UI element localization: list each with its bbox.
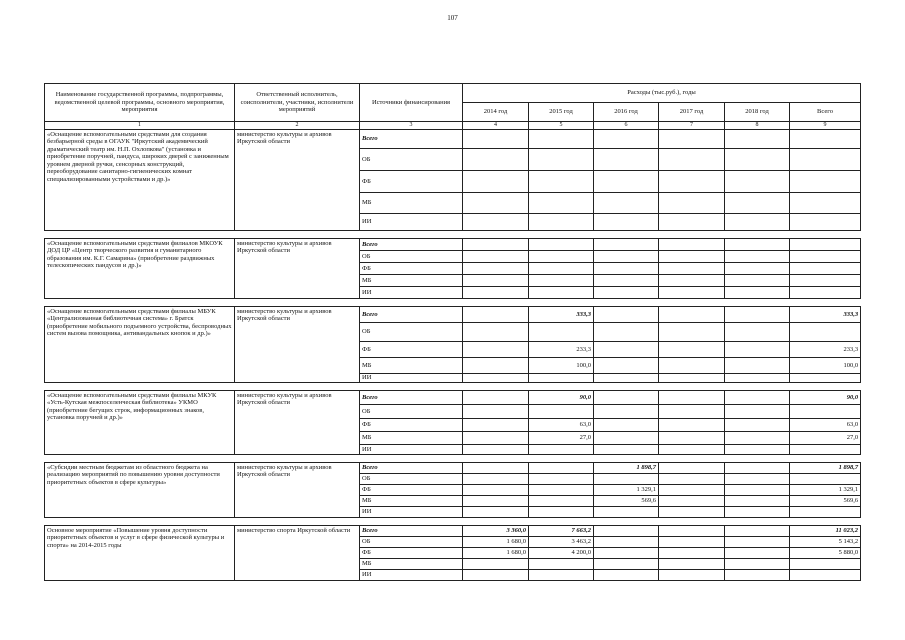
amount-cell <box>594 193 659 214</box>
amount-cell <box>529 214 594 231</box>
amount-cell <box>725 251 790 263</box>
amount-cell <box>659 405 725 419</box>
amount-cell <box>659 432 725 445</box>
amount-cell: 27,0 <box>529 432 594 445</box>
amount-cell <box>463 358 529 374</box>
amount-cell <box>725 548 790 559</box>
amount-cell <box>594 214 659 231</box>
amount-cell <box>594 323 659 342</box>
amount-cell <box>463 263 529 275</box>
amount-cell <box>529 287 594 299</box>
header-column-number: 9 <box>790 122 861 130</box>
amount-cell <box>529 323 594 342</box>
amount-cell <box>594 342 659 358</box>
measure-name: «Субсидии местным бюджетам из областного бюджета на реализацию мероприятий по повышению уровня доступности приоритетных объектов в сфере культуры» <box>45 463 235 518</box>
amount-cell <box>529 374 594 383</box>
executor: министерство культуры и архивов Иркутской области <box>235 239 360 299</box>
amount-cell <box>725 239 790 251</box>
amount-cell <box>594 171 659 193</box>
amount-cell: 333,3 <box>790 307 861 323</box>
funding-source: Всего <box>360 526 463 537</box>
amount-cell <box>790 507 861 518</box>
header-source: Источники финансирования <box>360 84 463 122</box>
header-name: Наименование государственной программы, подпрограммы, ведомственной целевой программы, основного мероприятия, мероприятия <box>45 84 235 122</box>
amount-cell: 1 898,7 <box>790 463 861 474</box>
amount-cell <box>659 307 725 323</box>
amount-cell <box>659 342 725 358</box>
amount-cell <box>529 130 594 149</box>
amount-cell <box>725 342 790 358</box>
amount-cell <box>463 239 529 251</box>
amount-cell <box>594 374 659 383</box>
amount-cell <box>725 275 790 287</box>
amount-cell <box>659 214 725 231</box>
amount-cell <box>790 251 861 263</box>
amount-cell <box>594 130 659 149</box>
amount-cell <box>529 570 594 581</box>
funding-source: ИИ <box>360 374 463 383</box>
amount-cell <box>659 149 725 171</box>
amount-cell <box>659 445 725 455</box>
amount-cell <box>725 214 790 231</box>
amount-cell <box>594 445 659 455</box>
amount-cell <box>594 405 659 419</box>
table-row <box>45 463 861 474</box>
amount-cell <box>790 263 861 275</box>
amount-cell <box>594 358 659 374</box>
header-year: 2016 год <box>594 103 659 122</box>
funding-source: Всего <box>360 130 463 149</box>
amount-cell: 1 329,1 <box>594 485 659 496</box>
amount-cell <box>594 474 659 485</box>
funding-source: ФБ <box>360 548 463 559</box>
amount-cell <box>790 171 861 193</box>
funding-source: ИИ <box>360 214 463 231</box>
amount-cell <box>529 507 594 518</box>
amount-cell <box>529 474 594 485</box>
amount-cell <box>463 485 529 496</box>
amount-cell <box>725 485 790 496</box>
amount-cell <box>725 463 790 474</box>
amount-cell <box>594 432 659 445</box>
expenses-table <box>44 83 861 581</box>
amount-cell <box>594 251 659 263</box>
amount-cell <box>594 419 659 432</box>
amount-cell <box>790 323 861 342</box>
amount-cell <box>790 130 861 149</box>
amount-cell <box>790 570 861 581</box>
measure-name: «Оснащение вспомогательными средствами для создания безбарьерной среды в ОГАУК "Иркутский академический драматический театр им. Н.П. Охлопкова" (установка и приобретение поручней, пандуса, широких дверей с заниженным уровнем дверной ручки, сенсорных конструкций, переоборудование санитарно-гигиенических комнат специализированными устройствами и др.)» <box>45 130 235 231</box>
amount-cell <box>594 239 659 251</box>
amount-cell <box>659 419 725 432</box>
amount-cell <box>463 496 529 507</box>
amount-cell <box>463 570 529 581</box>
amount-cell <box>659 507 725 518</box>
measure-name: «Оснащение вспомогательными средствами филиалов МКОУК ДОД ЦР «Центр творческого развития и гуманитарного образования им. К.Г. Самарина» (приобретение раздвижных телескопических пандусов и др.)» <box>45 239 235 299</box>
amount-cell <box>659 251 725 263</box>
funding-source: ОБ <box>360 251 463 263</box>
header-year: 2017 год <box>659 103 725 122</box>
amount-cell <box>529 171 594 193</box>
executor: министерство спорта Иркутской области <box>235 526 360 581</box>
amount-cell <box>659 463 725 474</box>
funding-source: Всего <box>360 307 463 323</box>
funding-source: ОБ <box>360 149 463 171</box>
amount-cell <box>725 193 790 214</box>
amount-cell <box>529 559 594 570</box>
header-column-number: 5 <box>529 122 594 130</box>
amount-cell <box>725 374 790 383</box>
amount-cell <box>529 251 594 263</box>
amount-cell <box>529 405 594 419</box>
amount-cell <box>463 507 529 518</box>
amount-cell <box>790 149 861 171</box>
funding-source: МБ <box>360 193 463 214</box>
amount-cell <box>463 251 529 263</box>
amount-cell <box>725 537 790 548</box>
funding-source: ФБ <box>360 263 463 275</box>
amount-cell: 63,0 <box>790 419 861 432</box>
amount-cell: 1 329,1 <box>790 485 861 496</box>
amount-cell <box>659 374 725 383</box>
amount-cell <box>594 391 659 405</box>
amount-cell <box>790 445 861 455</box>
amount-cell <box>790 374 861 383</box>
amount-cell <box>659 474 725 485</box>
amount-cell <box>594 537 659 548</box>
amount-cell <box>594 526 659 537</box>
amount-cell <box>725 263 790 275</box>
funding-source: ОБ <box>360 474 463 485</box>
amount-cell <box>659 263 725 275</box>
amount-cell <box>659 358 725 374</box>
executor: министерство культуры и архивов Иркутской области <box>235 130 360 231</box>
amount-cell <box>790 214 861 231</box>
amount-cell <box>790 287 861 299</box>
table-row <box>45 130 861 149</box>
funding-source: Всего <box>360 391 463 405</box>
amount-cell <box>463 474 529 485</box>
amount-cell: 27,0 <box>790 432 861 445</box>
header-expenses: Расходы (тыс.руб.), годы <box>463 84 861 103</box>
header-year: 2014 год <box>463 103 529 122</box>
amount-cell <box>790 239 861 251</box>
amount-cell <box>725 445 790 455</box>
executor: министерство культуры и архивов Иркутской области <box>235 463 360 518</box>
amount-cell <box>725 287 790 299</box>
amount-cell: 7 663,2 <box>529 526 594 537</box>
funding-source: ФБ <box>360 171 463 193</box>
amount-cell <box>659 323 725 342</box>
amount-cell <box>659 570 725 581</box>
measure-name: «Оснащение вспомогательными средствами филиалы МБУК «Централизованная библиотечная система» г. Братск (приобретение мобильного подъемного устройства, беспроводных систем вызова помощника, антивандальных кнопок и др.)» <box>45 307 235 383</box>
amount-cell <box>463 193 529 214</box>
table-row <box>45 239 861 251</box>
header-column-number: 1 <box>45 122 235 130</box>
amount-cell <box>529 263 594 275</box>
amount-cell <box>725 171 790 193</box>
amount-cell <box>725 130 790 149</box>
funding-source: ОБ <box>360 323 463 342</box>
amount-cell: 3 463,2 <box>529 537 594 548</box>
amount-cell <box>463 149 529 171</box>
amount-cell <box>725 474 790 485</box>
funding-source: МБ <box>360 275 463 287</box>
amount-cell <box>594 149 659 171</box>
amount-cell <box>463 287 529 299</box>
header-column-number: 2 <box>235 122 360 130</box>
amount-cell <box>529 193 594 214</box>
amount-cell: 569,6 <box>790 496 861 507</box>
amount-cell <box>725 323 790 342</box>
page-number: 107 <box>447 14 458 22</box>
amount-cell <box>725 526 790 537</box>
funding-source: ИИ <box>360 570 463 581</box>
block-separator <box>45 518 861 526</box>
amount-cell <box>594 570 659 581</box>
amount-cell: 100,0 <box>790 358 861 374</box>
amount-cell: 1 898,7 <box>594 463 659 474</box>
amount-cell: 333,3 <box>529 307 594 323</box>
funding-source: ОБ <box>360 537 463 548</box>
amount-cell <box>659 275 725 287</box>
amount-cell <box>790 405 861 419</box>
amount-cell: 5 143,2 <box>790 537 861 548</box>
amount-cell <box>463 391 529 405</box>
amount-cell <box>725 496 790 507</box>
funding-source: ФБ <box>360 419 463 432</box>
amount-cell: 233,3 <box>790 342 861 358</box>
amount-cell <box>725 405 790 419</box>
amount-cell <box>594 263 659 275</box>
block-separator <box>45 299 861 307</box>
amount-cell <box>463 323 529 342</box>
header-executor: Ответственный исполнитель, соисполнители, участники, исполнители мероприятий <box>235 84 360 122</box>
amount-cell <box>594 548 659 559</box>
amount-cell: 63,0 <box>529 419 594 432</box>
amount-cell: 569,6 <box>594 496 659 507</box>
amount-cell <box>529 485 594 496</box>
amount-cell <box>659 391 725 405</box>
amount-cell <box>659 193 725 214</box>
amount-cell <box>529 275 594 287</box>
amount-cell <box>725 419 790 432</box>
funding-source: ФБ <box>360 485 463 496</box>
amount-cell <box>529 445 594 455</box>
funding-source: МБ <box>360 496 463 507</box>
amount-cell: 3 360,0 <box>463 526 529 537</box>
amount-cell <box>659 537 725 548</box>
amount-cell <box>659 239 725 251</box>
amount-cell <box>725 559 790 570</box>
amount-cell <box>659 485 725 496</box>
amount-cell: 5 880,0 <box>790 548 861 559</box>
funding-source: ФБ <box>360 342 463 358</box>
amount-cell <box>659 171 725 193</box>
amount-cell <box>463 374 529 383</box>
amount-cell <box>790 193 861 214</box>
amount-cell <box>463 275 529 287</box>
amount-cell <box>463 171 529 193</box>
amount-cell <box>790 275 861 287</box>
amount-cell <box>463 445 529 455</box>
amount-cell <box>659 287 725 299</box>
amount-cell <box>594 275 659 287</box>
amount-cell <box>659 496 725 507</box>
block-separator <box>45 231 861 239</box>
amount-cell <box>529 463 594 474</box>
funding-source: ИИ <box>360 445 463 455</box>
funding-source: ОБ <box>360 405 463 419</box>
amount-cell <box>463 342 529 358</box>
funding-source: ИИ <box>360 507 463 518</box>
amount-cell: 233,3 <box>529 342 594 358</box>
amount-cell <box>529 496 594 507</box>
funding-source: Всего <box>360 239 463 251</box>
amount-cell <box>594 507 659 518</box>
measure-name: «Оснащение вспомогательными средствами филиалы МКУК «Усть-Кутская межпоселенческая библиотека» УКМО (приобретение бегущих строк, информационных знаков, установка поручней и др.)» <box>45 391 235 455</box>
amount-cell <box>594 307 659 323</box>
table-row <box>45 526 861 537</box>
amount-cell <box>790 474 861 485</box>
funding-source: МБ <box>360 559 463 570</box>
amount-cell <box>659 548 725 559</box>
amount-cell: 11 023,2 <box>790 526 861 537</box>
header-column-number: 6 <box>594 122 659 130</box>
amount-cell <box>463 432 529 445</box>
amount-cell: 1 680,0 <box>463 537 529 548</box>
header-column-number: 7 <box>659 122 725 130</box>
amount-cell <box>529 239 594 251</box>
header-year: 2018 год <box>725 103 790 122</box>
amount-cell <box>659 559 725 570</box>
table-row <box>45 307 861 323</box>
amount-cell <box>725 507 790 518</box>
amount-cell: 1 680,0 <box>463 548 529 559</box>
header-column-number: 4 <box>463 122 529 130</box>
table-row <box>45 391 861 405</box>
amount-cell <box>725 432 790 445</box>
header-year: 2015 год <box>529 103 594 122</box>
amount-cell <box>463 307 529 323</box>
amount-cell <box>463 559 529 570</box>
amount-cell <box>529 149 594 171</box>
amount-cell <box>594 559 659 570</box>
header-year: Всего <box>790 103 861 122</box>
header-column-number: 8 <box>725 122 790 130</box>
funding-source: ИИ <box>360 287 463 299</box>
amount-cell <box>463 419 529 432</box>
block-separator <box>45 383 861 391</box>
amount-cell <box>594 287 659 299</box>
amount-cell <box>725 391 790 405</box>
executor: министерство культуры и архивов Иркутской области <box>235 391 360 455</box>
funding-source: МБ <box>360 432 463 445</box>
amount-cell <box>725 570 790 581</box>
amount-cell <box>463 405 529 419</box>
amount-cell: 90,0 <box>790 391 861 405</box>
amount-cell: 100,0 <box>529 358 594 374</box>
executor: министерство культуры и архивов Иркутской области <box>235 307 360 383</box>
funding-source: Всего <box>360 463 463 474</box>
measure-name: Основное мероприятие «Повышение уровня доступности приоритетных объектов и услуг в сфере физической культуры и спорта» на 2014-2015 годы <box>45 526 235 581</box>
amount-cell: 4 200,0 <box>529 548 594 559</box>
amount-cell <box>463 463 529 474</box>
amount-cell <box>790 559 861 570</box>
amount-cell: 90,0 <box>529 391 594 405</box>
funding-source: МБ <box>360 358 463 374</box>
header-column-number: 3 <box>360 122 463 130</box>
block-separator <box>45 455 861 463</box>
amount-cell <box>659 526 725 537</box>
amount-cell <box>725 358 790 374</box>
amount-cell <box>463 214 529 231</box>
amount-cell <box>725 307 790 323</box>
amount-cell <box>463 130 529 149</box>
amount-cell <box>725 149 790 171</box>
amount-cell <box>659 130 725 149</box>
